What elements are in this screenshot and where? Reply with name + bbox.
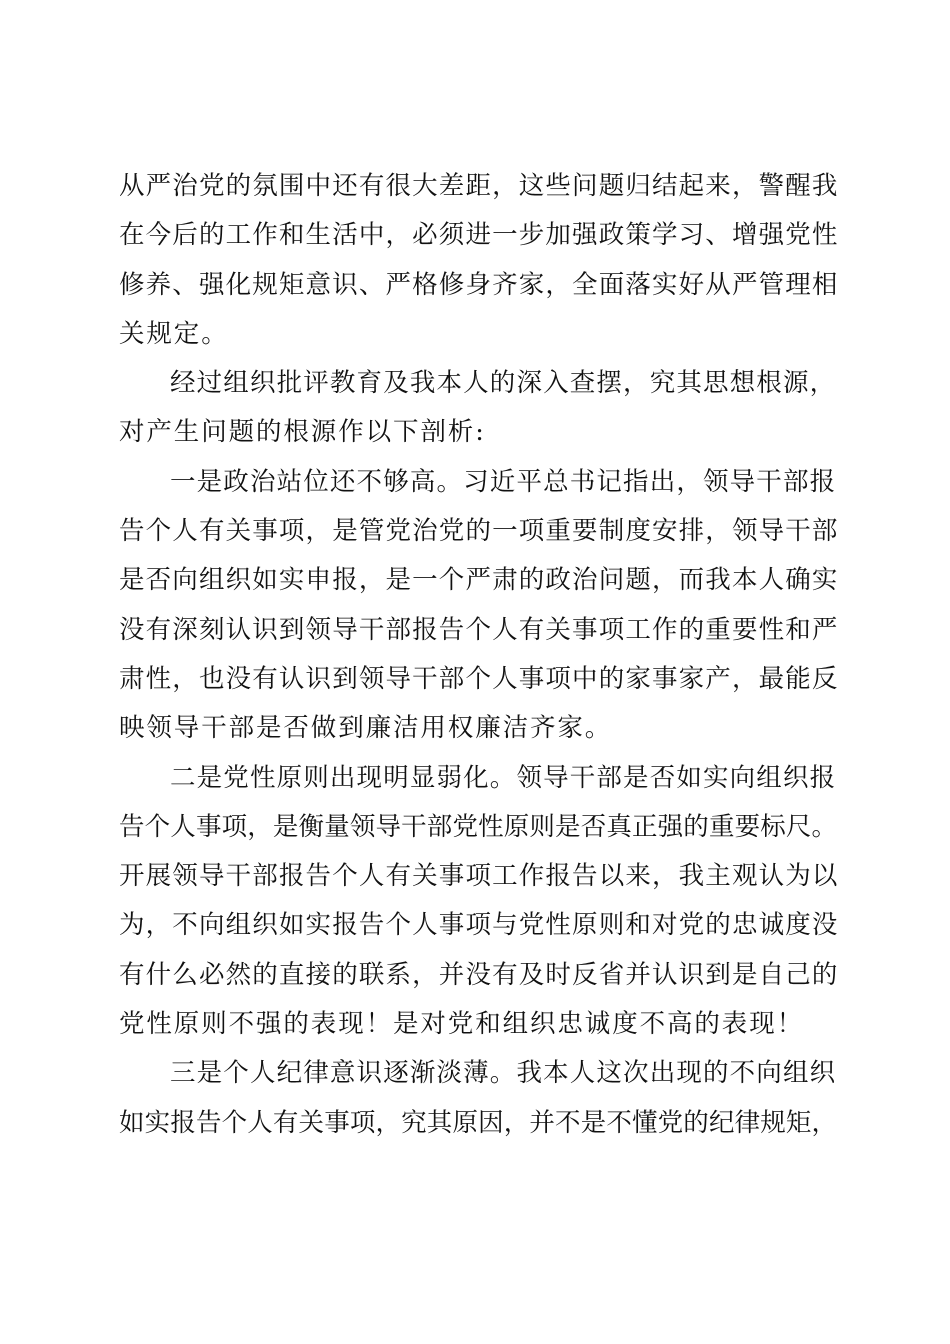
- text-line: 对产生问题的根源作以下剖析:: [119, 417, 486, 448]
- text-line: 告个人事项，是衡量领导干部党性原则是否真正强的重要标尺。: [119, 811, 838, 842]
- paragraph-first-line: 一是政治站位还不够高。习近平总书记指出，领导干部报: [170, 466, 837, 497]
- paragraph-first-line: 二是党性原则出现明显弱化。领导干部是否如实向组织报: [170, 762, 837, 793]
- document-body: [119, 162, 839, 1148]
- text-line: 从严治党的氛围中还有很大差距，这些问题归结起来，警醒我: [119, 171, 839, 201]
- text-line: 没有深刻认识到领导干部报告个人有关事项工作的重要性和严: [119, 614, 839, 645]
- text-line: 肃性，也没有认识到领导干部个人事项中的家事家产，最能反: [119, 663, 839, 694]
- text-line: 映领导干部是否做到廉洁用权廉洁齐家。: [119, 713, 613, 744]
- text-line: 为，不向组织如实报告个人事项与党性原则和对党的忠诚度没: [119, 910, 839, 941]
- text-line: 是否向组织如实申报，是一个严肃的政治问题，而我本人确实: [119, 565, 839, 596]
- text-line: 党性原则不强的表现！是对党和组织忠诚度不高的表现！: [119, 1009, 805, 1040]
- text-line: 告个人有关事项，是管党治党的一项重要制度安排，领导干部: [119, 516, 839, 547]
- paragraph-first-line: 三是个人纪律意识逐渐淡薄。我本人这次出现的不向组织: [170, 1058, 837, 1089]
- text-line: 如实报告个人有关事项，究其原因，并不是不懂党的纪律规矩，: [119, 1107, 838, 1138]
- text-line: 开展领导干部报告个人有关事项工作报告以来，我主观认为以: [119, 861, 839, 892]
- text-line: 在今后的工作和生活中，必须进一步加强政策学习、增强党性: [119, 220, 839, 251]
- paragraph-first-line: 经过组织批评教育及我本人的深入查摆，究其思想根源，: [170, 368, 837, 399]
- text-line: 修养、强化规矩意识、严格修身齐家，全面落实好从严管理相: [119, 269, 839, 300]
- text-line: 有什么必然的直接的联系，并没有及时反省并认识到是自己的: [119, 959, 839, 990]
- text-line: 关规定。: [119, 318, 229, 349]
